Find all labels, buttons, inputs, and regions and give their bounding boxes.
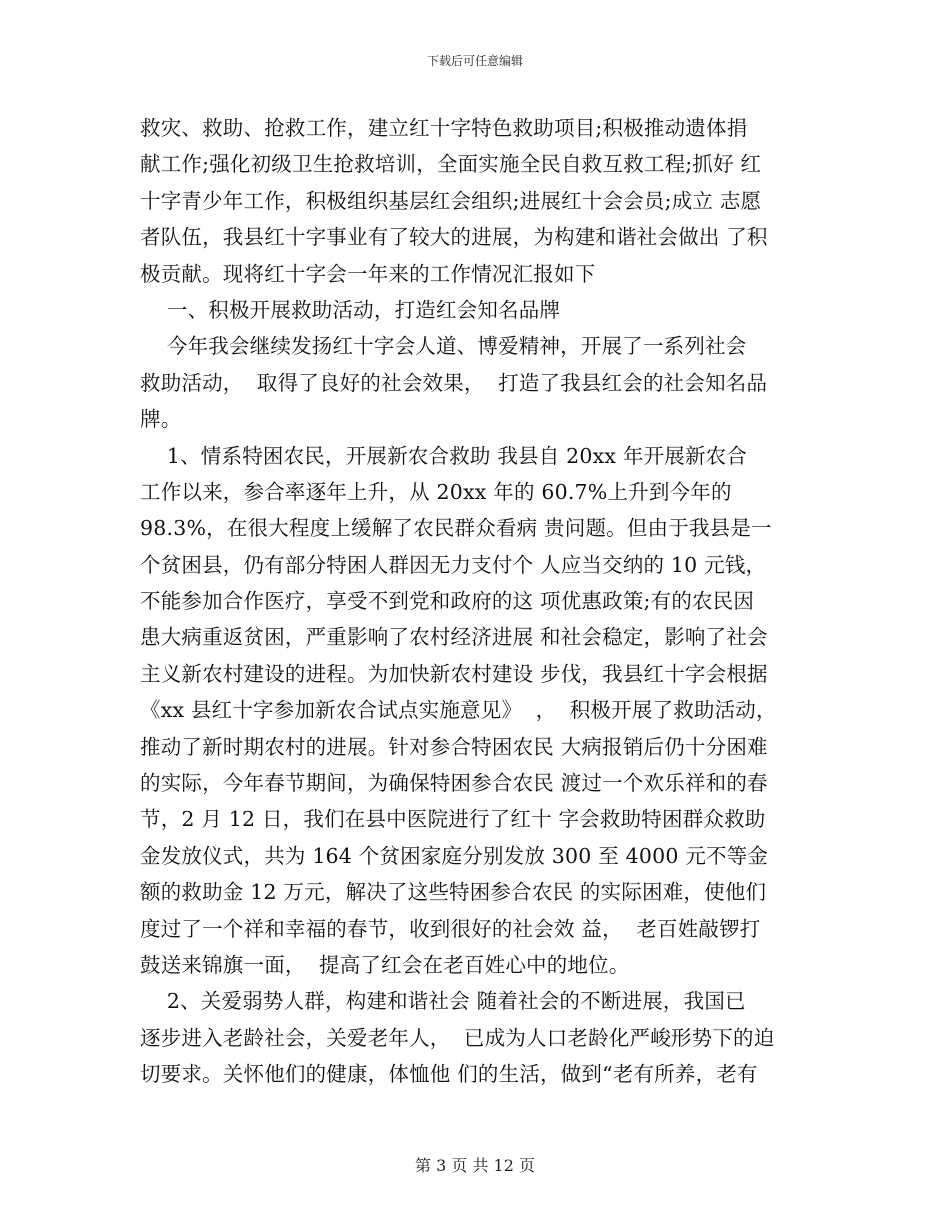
text-line: 的实际，今年春节期间，为确保特困参合农民 渡过一个欢乐祥和的春 [140,771,768,796]
section-heading: 一、积极开展救助活动，打造红会知名品牌 [140,297,561,322]
text-line: 工作以来，参合率逐年上升，从 20xx 年的 60.7%上升到今年的 [140,479,732,504]
text-line: 主义新农村建设的进程。为加快新农村建设 步伐，我县红十字会根据 [140,661,768,686]
text-line: 患大病重返贫困，严重影响了农村经济进展 和社会稳定，影响了社会 [140,625,768,650]
page-header: 下载后可任意编辑 [426,54,523,68]
text-line: 逐步进入老龄社会，关爱老年人， 已成为人口老龄化严峻形势下的迫 [140,1025,775,1050]
text-line: 推动了新时期农村的进展。针对参合特困农民 大病报销后仍十分困难 [140,734,768,759]
text-line: 极贡献。现将红十字会一年来的工作情况汇报如下 [140,261,596,286]
text-line: 98.3%，在很大程度上缓解了农民群众看病 贵问题。但由于我县是一 [140,516,772,541]
text-line: 金发放仪式，共为 164 个贫困家庭分别发放 300 至 4000 元不等金 [140,843,769,868]
page-footer: 第 3 页 共 12 页 [415,1156,535,1175]
text-line: 不能参加合作医疗，享受不到党和政府的这 项优惠政策;有的农民因 [140,589,755,614]
text-line: 牌。 [140,407,182,432]
text-line: 度过了一个祥和幸福的春节，收到很好的社会效 益， 老百姓敲锣打 [140,916,761,941]
text-line: 救助活动， 取得了良好的社会效果， 打造了我县红会的社会知名品 [140,370,768,395]
text-line: 者队伍，我县红十字事业有了较大的进展，为构建和谐社会做出 了积 [140,225,768,250]
text-line: 切要求。关怀他们的健康，体恤他 们的生活，做到“老有所养，老有 [140,1062,758,1087]
text-line: 十字青少年工作，积极组织基层红会组织;进展红十会会员;成立 志愿 [140,188,762,213]
text-line: 献工作;强化初级卫生抢救培训，全面实施全民自救互救工程;抓好 红 [140,152,762,177]
text-line: 2、关爱弱势人群，构建和谐社会 随着社会的不断进展，我国已 [140,989,746,1014]
text-line: 今年我会继续发扬红十字会人道、博爱精神，开展了一系列社会 [140,334,747,359]
text-line: 个贫困县，仍有部分特困人群因无力支付个 人应当交纳的 10 元钱， [140,552,767,577]
text-line: 额的救助金 12 万元，解决了这些特困参合农民 的实际困难，使他们 [140,880,767,905]
text-line: 鼓送来锦旗一面， 提高了红会在老百姓心中的地位。 [140,952,630,977]
text-line: 节，2 月 12 日，我们在县中医院进行了红十 字会救助特困群众救助 [140,807,766,832]
text-line: 《xx 县红十字参加新农合试点实施意见》 ， 积极开展了救助活动， [140,698,777,723]
text-line: 救灾、救助、抢救工作，建立红十字特色救助项目;积极推动遗体捐 [140,116,748,140]
document-body [140,110,810,1093]
text-line: 1、情系特困农民，开展新农合救助 我县自 20xx 年开展新农合 [140,443,748,468]
